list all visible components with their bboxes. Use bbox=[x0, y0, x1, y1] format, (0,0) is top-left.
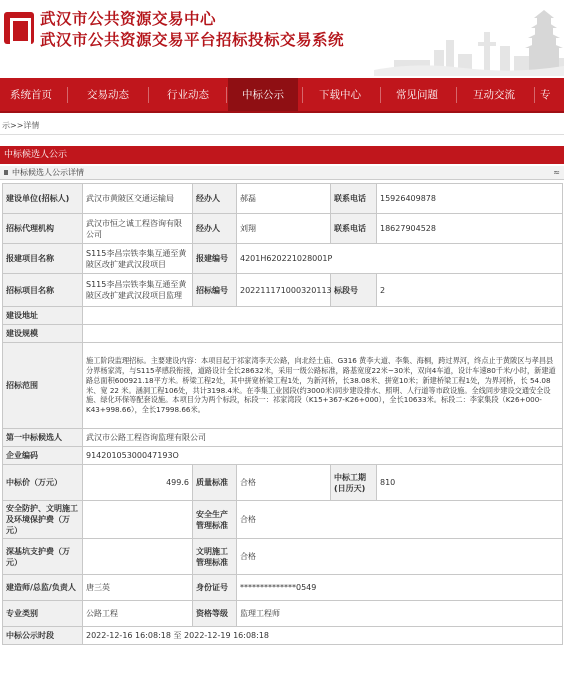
collapse-toggle-icon[interactable]: ≈ bbox=[553, 168, 560, 177]
label-filing-project: 报建项目名称 bbox=[3, 244, 83, 274]
label-agency-phone: 联系电话 bbox=[331, 214, 377, 244]
bullet-icon bbox=[4, 170, 8, 175]
value-tender-project: S115李昌宗铁李集互通至黄陂区改扩建武汉段项目监理 bbox=[83, 274, 193, 307]
label-safety-standard: 安全生产管理标准 bbox=[193, 501, 237, 539]
value-tender-no: 202211171000320113 bbox=[237, 274, 331, 307]
value-owner: 武汉市黄陂区交通运输局 bbox=[83, 184, 193, 214]
label-bid-price: 中标价（万元） bbox=[3, 465, 83, 501]
nav-item-interaction[interactable]: 互动交流 bbox=[473, 89, 515, 101]
value-safety-standard: 合格 bbox=[237, 501, 563, 539]
value-scope: 施工阶段监理招标。主要建设内容：本项目起于祁家湾李天公路，向北经土庙、G316 黄李大道、李集、海桐，跨过界河，终点止于黄陂区与孝昌县分界杨家湾，与S115孝感段衔接，道路设计全长28632米，采用一级公路标准，路基宽度22米~30米，双向4车道，设计车速80千米/小时，新建道路总面积600921.18平方米。桥梁工程2处，其中拼宽桥梁工程1处，为新河桥，长38.08米、拼宽10米；新建桥梁工程1处，为界河桥，长 54.08 米、宽 22 米。涵洞工程106处，共计3198.4米。在李集工业园段(约3000米)同步建设排水、照明、人行道等市政设施。全线同步建设交通安全设施、绿化环保等配套设施。本项目分为两个标段，标段一：祁家湾段（K15+367-K26+000），全长10633米。标段二：李家集段（K26+000-K43+998.66），全长17998.66米。 bbox=[83, 343, 563, 429]
value-lot-no: 2 bbox=[377, 274, 563, 307]
value-pit-fee bbox=[83, 539, 193, 575]
label-qualification: 资格等级 bbox=[193, 601, 237, 627]
label-handler: 经办人 bbox=[193, 184, 237, 214]
detail-table bbox=[2, 183, 563, 645]
logo-icon[interactable] bbox=[4, 12, 34, 44]
value-first-candidate: 武汉市公路工程咨询监理有限公司 bbox=[83, 429, 563, 447]
label-agency-handler: 经办人 bbox=[193, 214, 237, 244]
label-owner: 建设单位(招标人) bbox=[3, 184, 83, 214]
table-row bbox=[3, 274, 563, 307]
value-company-code: 91420105300047193O bbox=[83, 447, 563, 465]
value-filing-no: 4201H620221028001P bbox=[237, 244, 563, 274]
value-filing-project: S115李昌宗铁李集互通至黄陂区改扩建武汉段项目 bbox=[83, 244, 193, 274]
label-supervisor: 建造师/总监/负责人 bbox=[3, 575, 83, 601]
value-qualification: 监理工程师 bbox=[237, 601, 563, 627]
table-row bbox=[3, 447, 563, 465]
system-title: 武汉市公共资源交易平台招标投标交易系统 bbox=[40, 30, 345, 49]
breadcrumb: 示>>详情 bbox=[0, 117, 564, 135]
main-nav bbox=[0, 78, 564, 113]
section-title: 中标候选人公示 bbox=[0, 146, 564, 164]
subsection-title: 中标候选人公示详情 bbox=[12, 168, 84, 177]
value-safety-fee bbox=[83, 501, 193, 539]
site-title: 武汉市公共资源交易中心 bbox=[40, 9, 217, 28]
label-safety-fee: 安全防护、文明施工及环境保护费（万元） bbox=[3, 501, 83, 539]
value-phone: 15926409878 bbox=[377, 184, 563, 214]
label-duration: 中标工期(日历天) bbox=[331, 465, 377, 501]
value-specialty: 公路工程 bbox=[83, 601, 193, 627]
label-tender-project: 招标项目名称 bbox=[3, 274, 83, 307]
label-company-code: 企业编码 bbox=[3, 447, 83, 465]
table-row bbox=[3, 465, 563, 501]
site-header bbox=[0, 0, 564, 76]
value-agency-phone: 18627904528 bbox=[377, 214, 563, 244]
value-id-no: **************0549 bbox=[237, 575, 563, 601]
city-skyline-icon bbox=[374, 0, 564, 76]
value-agency: 武汉市恒之诚工程咨询有限公司 bbox=[83, 214, 193, 244]
label-phone: 联系电话 bbox=[331, 184, 377, 214]
label-id-no: 身份证号 bbox=[193, 575, 237, 601]
nav-item-faq[interactable]: 常见问题 bbox=[396, 89, 438, 101]
table-row bbox=[3, 307, 563, 325]
table-row bbox=[3, 214, 563, 244]
value-supervisor: 唐三英 bbox=[83, 575, 193, 601]
label-scope: 招标范围 bbox=[3, 343, 83, 429]
value-duration: 810 bbox=[377, 465, 563, 501]
value-address bbox=[83, 307, 563, 325]
table-row bbox=[3, 539, 563, 575]
label-scale: 建设规模 bbox=[3, 325, 83, 343]
label-tender-no: 招标编号 bbox=[193, 274, 237, 307]
table-row bbox=[3, 244, 563, 274]
label-lot-no: 标段号 bbox=[331, 274, 377, 307]
table-row bbox=[3, 429, 563, 447]
value-agency-handler: 刘翔 bbox=[237, 214, 331, 244]
nav-item-more[interactable]: 专 bbox=[540, 89, 551, 101]
table-row bbox=[3, 325, 563, 343]
value-quality: 合格 bbox=[237, 465, 331, 501]
label-civil-standard: 文明施工管理标准 bbox=[193, 539, 237, 575]
label-address: 建设地址 bbox=[3, 307, 83, 325]
label-quality: 质量标准 bbox=[193, 465, 237, 501]
value-bid-price: 499.6 bbox=[83, 465, 193, 501]
label-filing-no: 报建编号 bbox=[193, 244, 237, 274]
label-pit-fee: 深基坑支护费（万元） bbox=[3, 539, 83, 575]
nav-item-award-notice[interactable]: 中标公示 bbox=[228, 78, 298, 113]
table-row bbox=[3, 501, 563, 539]
nav-item-trade-news[interactable]: 交易动态 bbox=[87, 89, 129, 101]
value-handler: 郝磊 bbox=[237, 184, 331, 214]
label-agency: 招标代理机构 bbox=[3, 214, 83, 244]
nav-item-downloads[interactable]: 下载中心 bbox=[319, 89, 361, 101]
value-civil-standard: 合格 bbox=[237, 539, 563, 575]
label-publicity-period: 中标公示时段 bbox=[3, 627, 83, 645]
subsection-header bbox=[0, 166, 564, 180]
table-row bbox=[3, 627, 563, 645]
label-first-candidate: 第一中标候选人 bbox=[3, 429, 83, 447]
nav-item-industry-news[interactable]: 行业动态 bbox=[167, 89, 209, 101]
table-row bbox=[3, 575, 563, 601]
label-specialty: 专业类别 bbox=[3, 601, 83, 627]
table-row bbox=[3, 601, 563, 627]
nav-item-home[interactable]: 系统首页 bbox=[10, 89, 52, 101]
table-row bbox=[3, 184, 563, 214]
value-scale bbox=[83, 325, 563, 343]
value-publicity-period: 2022-12-16 16:08:18 至 2022-12-19 16:08:18 bbox=[83, 627, 563, 645]
table-row bbox=[3, 343, 563, 429]
